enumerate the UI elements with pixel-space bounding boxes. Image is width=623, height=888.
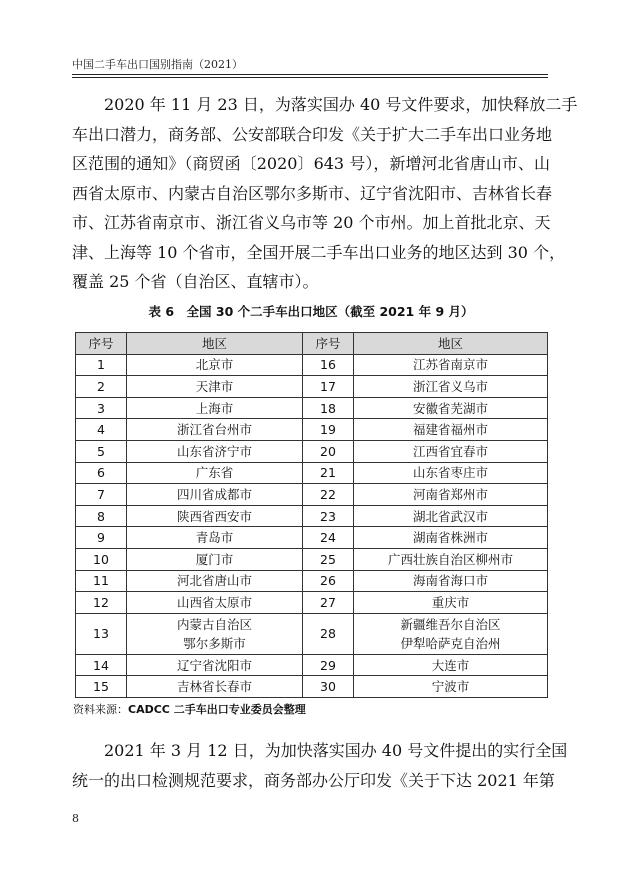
table-row: [76, 440, 548, 462]
region-cell-text: 广西壮族自治区柳州市: [387, 551, 513, 567]
seq-cell: [303, 505, 354, 527]
seq-cell-text: 28: [320, 626, 336, 642]
region-cell-text: 浙江省义乌市: [412, 378, 488, 394]
region-cell: [127, 376, 303, 398]
region-cell: [127, 354, 303, 376]
region-cell: [354, 462, 548, 484]
seq-cell: [76, 354, 127, 376]
seq-cell-text: 29: [320, 657, 336, 673]
regions-table: [75, 332, 548, 698]
seq-cell-text: 17: [320, 378, 336, 394]
seq-cell-text: 22: [320, 486, 336, 502]
region-cell: [127, 505, 303, 527]
header-rule-thick: [72, 74, 548, 75]
seq-cell: [303, 676, 354, 698]
seq-cell-text: 10: [93, 551, 109, 567]
seq-cell-text: 9: [97, 530, 105, 546]
region-cell: [354, 676, 548, 698]
region-cell-text: 北京市: [195, 357, 234, 373]
paragraph-line: 2020 年 11 月 23 日，为落实国办 40 号文件要求，加快释放二手: [104, 95, 578, 114]
seq-cell-text: 18: [320, 400, 336, 416]
seq-cell: [303, 592, 354, 614]
table-row: [76, 527, 548, 549]
region-cell: [127, 613, 303, 654]
region-cell-text: 鄂尔多斯市: [183, 635, 246, 651]
region-cell-text: 海南省海口市: [412, 573, 488, 589]
region-cell-text: 天津市: [195, 378, 234, 394]
seq-cell: [303, 654, 354, 676]
seq-cell: [303, 376, 354, 398]
region-cell: [127, 592, 303, 614]
paragraph-line: 统一的出口检测规范要求，商务部办公厅印发《关于下达 2021 年第: [72, 770, 555, 790]
region-cell: [354, 419, 548, 441]
header-region-left: 地区: [127, 333, 303, 355]
seq-cell: [303, 613, 354, 654]
page-number: 8: [72, 812, 79, 825]
region-cell-text: 大连市: [431, 657, 470, 673]
seq-cell-text: 27: [320, 594, 336, 610]
seq-cell: [303, 419, 354, 441]
paragraph-line: 津、上海等 10 个省市，全国开展二手车出口业务的地区达到 30 个，: [72, 242, 566, 262]
region-cell: [354, 613, 548, 654]
region-cell-text: 厦门市: [195, 551, 234, 567]
seq-cell-text: 16: [320, 357, 336, 373]
seq-cell: [76, 548, 127, 570]
region-cell-text: 河北省唐山市: [176, 573, 252, 589]
table-row: [76, 462, 548, 484]
paragraph-line: 车出口潜力，商务部、公安部联合印发《关于扩大二手车出口业务地: [72, 124, 553, 144]
region-cell: [127, 570, 303, 592]
seq-cell: [303, 570, 354, 592]
paragraph-line: 覆盖 25 个省（自治区、直辖市）。: [72, 272, 319, 291]
seq-cell-text: 6: [97, 465, 105, 481]
seq-cell: [303, 548, 354, 570]
seq-cell-text: 15: [93, 679, 109, 695]
table-row: [76, 613, 548, 654]
seq-cell: [76, 592, 127, 614]
seq-cell-text: 1: [97, 357, 105, 373]
region-cell: [127, 462, 303, 484]
region-cell: [127, 440, 303, 462]
paragraph-line: 市、江苏省南京市、浙江省义乌市等 20 个市州。加上首批北京、天: [72, 213, 551, 232]
region-cell: [354, 484, 548, 506]
seq-cell-text: 19: [320, 422, 336, 438]
region-cell-text: 湖南省株洲市: [412, 530, 488, 546]
table-row: [76, 354, 548, 376]
region-cell: [354, 527, 548, 549]
seq-cell: [76, 527, 127, 549]
region-cell-text: 重庆市: [431, 594, 470, 610]
seq-cell-text: 24: [320, 530, 336, 546]
header-region-right: 地区: [354, 333, 548, 355]
table-row: [76, 570, 548, 592]
region-cell-text: 山西省太原市: [176, 594, 252, 610]
table-row: [76, 419, 548, 441]
region-cell-text: 辽宁省沈阳市: [176, 657, 252, 673]
region-cell-text: 青岛市: [195, 530, 234, 546]
region-cell-text: 山东省济宁市: [176, 443, 252, 459]
seq-cell: [76, 676, 127, 698]
header-rule-thin: [72, 77, 548, 78]
paragraph-1: [72, 90, 578, 297]
seq-cell-text: 11: [93, 573, 109, 589]
seq-cell: [76, 570, 127, 592]
seq-cell: [303, 527, 354, 549]
paragraph-line: 2021 年 3 月 12 日，为加快落实国办 40 号文件提出的实行全国: [104, 741, 568, 760]
table-row: [76, 548, 548, 570]
region-cell-text: 宁波市: [431, 679, 470, 695]
paragraph-line: 西省太原市、内蒙古自治区鄂尔多斯市、辽宁省沈阳市、吉林省长春: [72, 183, 553, 203]
table-row: [76, 654, 548, 676]
seq-cell-text: 5: [97, 443, 105, 459]
region-cell: [354, 570, 548, 592]
seq-cell-text: 7: [97, 486, 105, 502]
seq-cell-text: 26: [320, 573, 336, 589]
table-row: [76, 397, 548, 419]
seq-cell-text: 12: [93, 594, 109, 610]
region-cell: [127, 676, 303, 698]
seq-cell: [303, 440, 354, 462]
seq-cell-text: 25: [320, 551, 336, 567]
paragraph-line: 区范围的通知》（商贸函〔2020〕643 号），新增河北省唐山市、山: [72, 154, 550, 173]
seq-cell-text: 13: [93, 626, 109, 642]
table-row: [76, 592, 548, 614]
seq-cell-text: 23: [320, 508, 336, 524]
seq-cell: [303, 462, 354, 484]
table-row: [76, 505, 548, 527]
region-cell-text: 陕西省西安市: [176, 508, 252, 524]
seq-cell: [76, 505, 127, 527]
paragraph-2: [72, 736, 568, 795]
region-cell-text: 湖北省武汉市: [412, 508, 488, 524]
region-cell: [354, 376, 548, 398]
seq-cell-text: 21: [320, 465, 336, 481]
seq-cell-text: 3: [97, 400, 105, 416]
region-cell-text: 安徽省芜湖市: [412, 400, 488, 416]
region-cell-text: 吉林省长春市: [176, 679, 252, 695]
seq-cell-text: 2: [97, 378, 105, 394]
region-cell-text: 河南省郑州市: [412, 486, 488, 502]
region-cell-text: 伊犁哈萨克自治州: [400, 635, 501, 651]
region-cell-text: 江西省宜春市: [412, 443, 488, 459]
table-row: [76, 376, 548, 398]
region-cell: [127, 484, 303, 506]
seq-cell: [76, 484, 127, 506]
seq-cell: [76, 440, 127, 462]
seq-cell: [76, 462, 127, 484]
region-cell: [127, 548, 303, 570]
source-text: CADCC 二手车出口专业委员会整理: [128, 703, 306, 716]
table-row: [76, 484, 548, 506]
region-cell-text: 广东省: [195, 465, 234, 481]
region-cell-text: 山东省枣庄市: [412, 465, 488, 481]
table-row: [76, 676, 548, 698]
header-seq-left: 序号: [76, 333, 127, 355]
region-cell-text: 福建省福州市: [412, 422, 488, 438]
seq-cell: [303, 484, 354, 506]
region-cell: [127, 419, 303, 441]
region-cell: [127, 397, 303, 419]
seq-cell-text: 14: [93, 657, 109, 673]
table-title: 表 6 全国 30 个二手车出口地区（截至 2021 年 9 月）: [148, 304, 474, 319]
region-cell-text: 四川省成都市: [176, 486, 252, 502]
region-cell: [354, 354, 548, 376]
seq-cell: [303, 354, 354, 376]
source-note: [73, 701, 306, 717]
running-header: 中国二手车出口国别指南（2021）: [72, 58, 243, 71]
region-cell-text: 内蒙古自治区: [176, 616, 252, 632]
seq-cell: [303, 397, 354, 419]
region-cell-text: 新疆维吾尔自治区: [400, 616, 501, 632]
seq-cell-text: 8: [97, 508, 105, 524]
seq-cell: [76, 613, 127, 654]
region-cell: [354, 654, 548, 676]
region-cell-text: 江苏省南京市: [412, 357, 488, 373]
seq-cell: [76, 419, 127, 441]
region-cell: [354, 548, 548, 570]
region-cell: [354, 505, 548, 527]
region-cell-text: 浙江省台州市: [176, 422, 252, 438]
seq-cell-text: 4: [97, 422, 105, 438]
table-header-row: [76, 333, 548, 355]
seq-cell-text: 30: [320, 679, 336, 695]
region-cell: [127, 654, 303, 676]
region-cell: [354, 440, 548, 462]
region-cell: [127, 527, 303, 549]
source-label: 资料来源：: [73, 703, 128, 716]
seq-cell-text: 20: [320, 443, 336, 459]
seq-cell: [76, 397, 127, 419]
region-cell: [354, 592, 548, 614]
seq-cell: [76, 654, 127, 676]
region-cell: [354, 397, 548, 419]
region-cell-text: 上海市: [195, 400, 234, 416]
header-seq-right: 序号: [303, 333, 354, 355]
seq-cell: [76, 376, 127, 398]
